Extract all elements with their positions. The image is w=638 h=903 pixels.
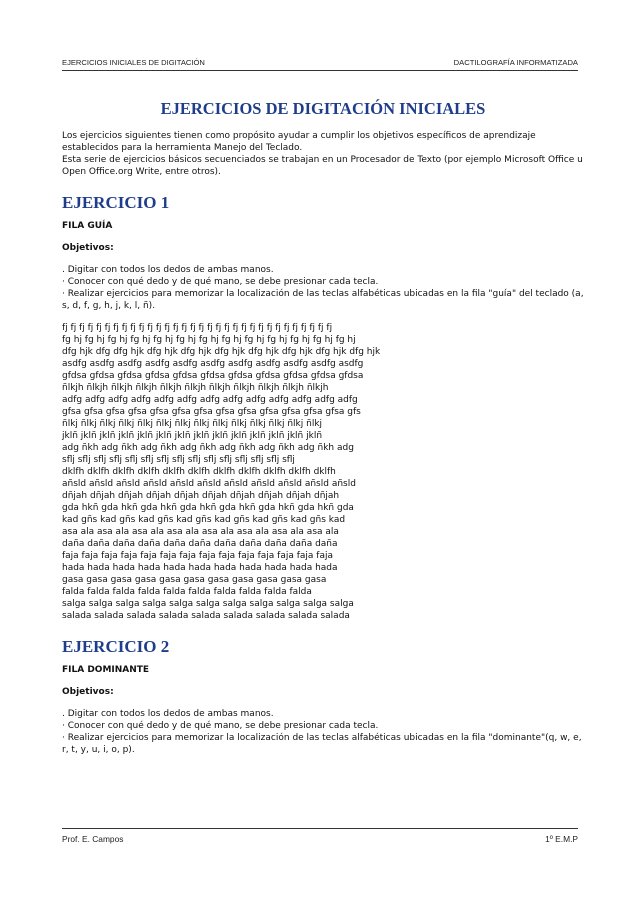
exercise-1-row-label: FILA GUÍA bbox=[62, 221, 113, 231]
exercise-2-row-label: FILA DOMINANTE bbox=[62, 665, 150, 675]
drill-line: salga salga salga salga salga salga salga salga salga salga salga bbox=[62, 599, 354, 609]
exercise-2-heading: EJERCICIO 2 bbox=[62, 637, 170, 656]
drill-line: asdfg asdfg asdfg asdfg asdfg asdfg asdfg asdfg asdfg asdfg asdfg bbox=[62, 359, 364, 369]
exercise-1-objectives bbox=[62, 264, 584, 312]
objective-item: . Digitar con todos los dedos de ambas manos. bbox=[62, 709, 274, 719]
exercise-1-drill bbox=[62, 322, 584, 622]
drill-line: gfsa gfsa gfsa gfsa gfsa gfsa gfsa gfsa gfsa gfsa gfsa gfsa gfsa gfs bbox=[62, 407, 361, 417]
page-header bbox=[62, 58, 578, 71]
drill-line: fg hj fg hj fg hj fg hj fg hj fg hj fg hj fg hj fg hj fg hj fg hj fg hj fg hj bbox=[62, 335, 356, 345]
document-body bbox=[62, 98, 584, 756]
drill-line: dfg hjk dfg dfg hjk dfg hjk dfg hjk dfg hjk dfg hjk dfg hjk dfg hjk dfg hjk bbox=[62, 347, 381, 357]
drill-line: faja faja faja faja faja faja faja faja faja faja faja faja faja faja bbox=[62, 551, 333, 561]
drill-line: gasa gasa gasa gasa gasa gasa gasa gasa gasa gasa gasa bbox=[62, 575, 327, 585]
intro-paragraphs bbox=[62, 130, 584, 178]
objective-item: · Conocer con qué dedo y de qué mano, se debe presionar cada tecla. bbox=[62, 277, 379, 287]
drill-line: falda falda falda falda falda falda falda falda falda falda bbox=[62, 587, 312, 597]
intro-paragraph: Los ejercicios siguientes tienen como propósito ayudar a cumplir los objetivos específicos de aprendizaje establecidos para la herramienta Manejo del Teclado. bbox=[62, 131, 536, 153]
drill-line: asa ala asa ala asa ala asa ala asa ala asa ala asa ala asa ala bbox=[62, 527, 339, 537]
objective-item: · Realizar ejercicios para memorizar la localización de las teclas alfabéticas ubicadas en la fila "dominante"(q, w, e, r, t, y, u, i, o, p). bbox=[62, 733, 582, 755]
drill-line: dklfh dklfh dklfh dklfh dklfh dklfh dklfh dklfh dklfh dklfh dklfh bbox=[62, 467, 336, 477]
drill-line: añsld añsld añsld añsld añsld añsld añsld añsld añsld añsld añsld bbox=[62, 479, 356, 489]
drill-line: gfdsa gfdsa gfdsa gfdsa gfdsa gfdsa gfdsa gfdsa gfdsa gfdsa gfdsa bbox=[62, 371, 364, 381]
page-footer bbox=[62, 828, 578, 843]
drill-line: daña daña daña daña daña daña daña daña daña daña daña bbox=[62, 539, 338, 549]
drill-line: jklñ jklñ jklñ jklñ jklñ jklñ jklñ jklñ jklñ jklñ jklñ jklñ jklñ jklñ bbox=[62, 431, 323, 441]
drill-line: hada hada hada hada hada hada hada hada hada hada hada bbox=[62, 563, 338, 573]
exercise-2-objectives-label: Objetivos: bbox=[62, 687, 114, 697]
footer-course: 1º E.M.P bbox=[545, 834, 578, 844]
objective-item: . Digitar con todos los dedos de ambas manos. bbox=[62, 265, 274, 275]
header-right-text: DACTILOGRAFÍA INFORMATIZADA bbox=[453, 58, 578, 67]
drill-line: sflj sflj sflj sflj sflj sflj sflj sflj sflj sflj sflj sflj sflj sflj sflj bbox=[62, 455, 295, 465]
drill-line: ñlkjh ñlkjh ñlkjh ñlkjh ñlkjh ñlkjh ñlkjh ñlkjh ñlkjh ñlkjh ñlkjh bbox=[62, 383, 329, 393]
objective-item: · Realizar ejercicios para memorizar la localización de las teclas alfabéticas ubicadas en la fila "guía" del teclado (a, s, d, f, g, h, j, k, l, ñ). bbox=[62, 289, 584, 311]
drill-line: kad gñs kad gñs kad gñs kad gñs kad gñs kad gñs kad gñs kad bbox=[62, 515, 346, 525]
exercise-1-heading: EJERCICIO 1 bbox=[62, 193, 170, 212]
drill-line: fj fj fj fj fj fj fj fj fj fj fj fj fj fj fj fj fj fj fj fj fj fj fj fj fj fj fj fj fj fj fj fj bbox=[62, 323, 333, 333]
objective-item: · Conocer con qué dedo y de qué mano, se debe presionar cada tecla. bbox=[62, 721, 379, 731]
footer-author: Prof. E. Campos bbox=[62, 834, 124, 844]
document-title: EJERCICIOS DE DIGITACIÓN INICIALES bbox=[160, 99, 486, 118]
intro-paragraph: Esta serie de ejercicios básicos secuenciados se trabajan en un Procesador de Texto (por ejemplo Microsoft Office u Open Office.org Write, entre otros). bbox=[62, 155, 583, 177]
exercise-2-objectives bbox=[62, 708, 584, 756]
drill-line: adfg adfg adfg adfg adfg adfg adfg adfg adfg adfg adfg adfg adfg bbox=[62, 395, 358, 405]
drill-line: adg ñkh adg ñkh adg ñkh adg ñkh adg ñkh adg ñkh adg ñkh adg bbox=[62, 443, 354, 453]
drill-line: ñlkj ñlkj ñlkj ñlkj ñlkj ñlkj ñlkj ñlkj ñlkj ñlkj ñlkj ñlkj ñlkj ñlkj bbox=[62, 419, 323, 429]
drill-line: salada salada salada salada salada salada salada salada salada bbox=[62, 611, 350, 621]
exercise-1-objectives-label: Objetivos: bbox=[62, 243, 114, 253]
header-left-text: EJERCICIOS INICIALES DE DIGITACIÓN bbox=[62, 58, 205, 67]
drill-line: gda hkñ gda hkñ gda hkñ gda hkñ gda hkñ gda hkñ gda hkñ gda bbox=[62, 503, 354, 513]
drill-line: dñjah dñjah dñjah dñjah dñjah dñjah dñjah dñjah dñjah dñjah bbox=[62, 491, 340, 501]
